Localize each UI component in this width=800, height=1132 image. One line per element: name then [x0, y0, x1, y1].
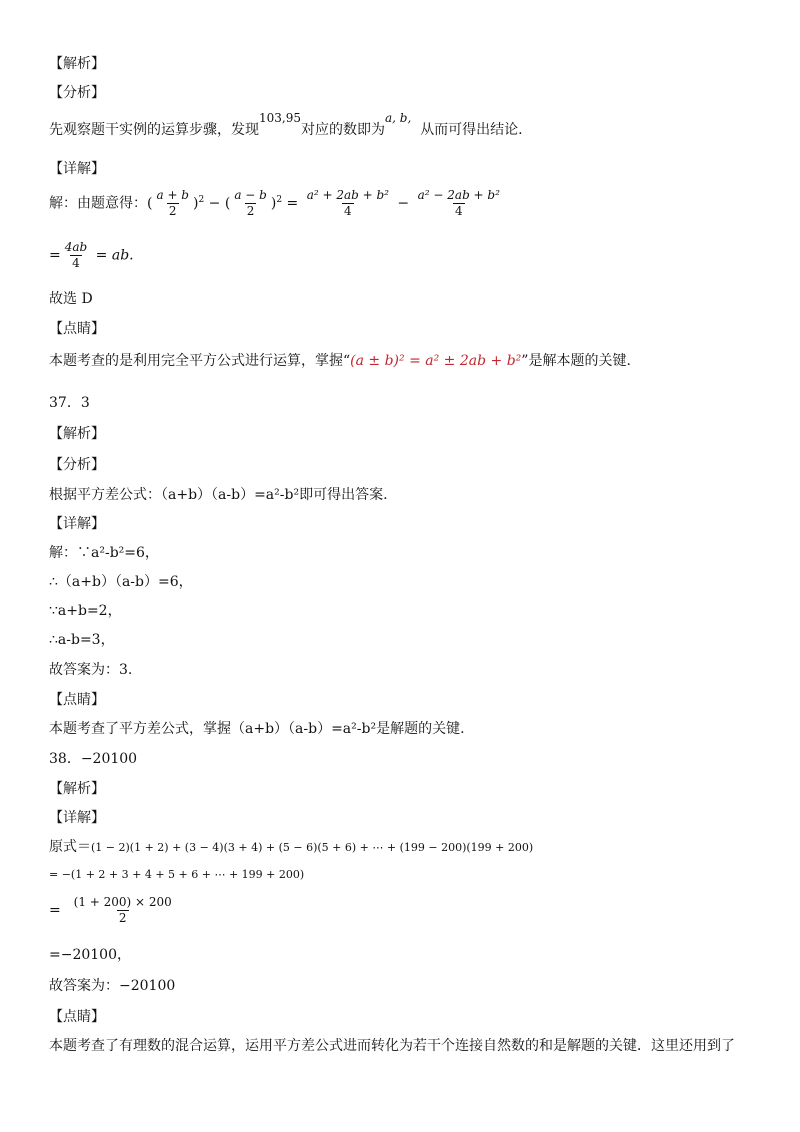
- heading-xiangjie-36: 【详解】: [49, 161, 105, 177]
- fraction-sum-formula: $\frac{(1 + 200) \times 200}{2}$: [73, 895, 172, 925]
- solution-line-2: = $\frac{4ab}{4}$ = ab.: [49, 240, 134, 270]
- step-38-2: = −(1 + 2 + 3 + 4 + 5 + 6 + ⋯ + 199 + 200): [49, 868, 305, 881]
- analysis-vars: a, b,: [385, 111, 412, 125]
- solution-line-1: 解：由题意得：( $\frac{a + b}{2}$ )$^2$ − ( $\frac{a - b}{2}$ )$^2$ = $\frac{\text{a² + 2ab + b²}}{4}$ − $\frac{\text{a² − 2ab + b²}}{4}$: [49, 188, 500, 218]
- heading-xiangjie-37: 【详解】: [49, 516, 105, 532]
- heading-dianjing-36: 【点睛】: [49, 321, 105, 337]
- heading-fenxi-37: 【分析】: [49, 457, 105, 473]
- step-37-3: ∵a+b=2，: [49, 603, 122, 619]
- question-number-38: 38．−20100: [49, 751, 138, 767]
- fraction-a-plus-b: $\frac{a + b}{2}$: [156, 188, 189, 218]
- answer-37: 故答案为：3.: [49, 662, 133, 678]
- heading-dianjing-37: 【点睛】: [49, 692, 105, 708]
- step-37-4: ∴a-b=3，: [49, 632, 115, 648]
- question-number-37: 37．3: [49, 395, 90, 411]
- fraction-expanded-plus: $\frac{\text{a² + 2ab + b²}}{4}$: [306, 188, 389, 218]
- heading-jiexi-36: 【解析】: [49, 56, 105, 72]
- comment-37: 本题考查了平方差公式，掌握（a+b）（a-b）=a²-b²是解题的关键.: [49, 721, 465, 737]
- highlighted-formula: (a ± b)² = a² ± 2ab + b²: [350, 353, 522, 369]
- step-37-2: ∴（a+b）（a-b）=6，: [49, 574, 193, 590]
- heading-jiexi-37: 【解析】: [49, 426, 105, 442]
- fraction-expanded-minus: $\frac{\text{a² − 2ab + b²}}{4}$: [417, 188, 500, 218]
- step-38-4: =−20100，: [49, 947, 131, 963]
- step-38-1: 原式＝(1 − 2)(1 + 2) + (3 − 4)(3 + 4) + (5 − 6)(5 + 6) + ⋯ + (199 − 200)(199 + 200): [49, 839, 534, 855]
- heading-xiangjie-38: 【详解】: [49, 810, 105, 826]
- analysis-nums: 103,95: [259, 111, 301, 125]
- comment-38: 本题考查了有理数的混合运算，运用平方差公式进而转化为若干个连接自然数的和是解题的关键．这里还用到了: [49, 1038, 735, 1054]
- fraction-4ab: $\frac{4ab}{4}$: [64, 240, 88, 270]
- heading-fenxi-36: 【分析】: [49, 85, 105, 101]
- heading-dianjing-38: 【点睛】: [49, 1009, 105, 1025]
- analysis-36: 先观察题干实例的运算步骤，发现103,95对应的数即为a, b, 从而可得出结论.: [49, 111, 523, 138]
- choice-36: 故选 D: [49, 291, 93, 307]
- step-37-1: 解：∵a²-b²=6，: [49, 545, 159, 561]
- heading-jiexi-38: 【解析】: [49, 781, 105, 797]
- analysis-37: 根据平方差公式：（a+b）（a-b）=a²-b²即可得出答案.: [49, 487, 388, 503]
- fraction-a-minus-b: $\frac{a - b}{2}$: [234, 188, 267, 218]
- answer-38: 故答案为：−20100: [49, 978, 176, 994]
- step-38-3: = $\frac{(1 + 200) \times 200}{2}$: [49, 895, 172, 925]
- comment-36: 本题考查的是利用完全平方公式进行运算，掌握“(a ± b)² = a² ± 2ab + b²”是解本题的关键.: [49, 353, 631, 369]
